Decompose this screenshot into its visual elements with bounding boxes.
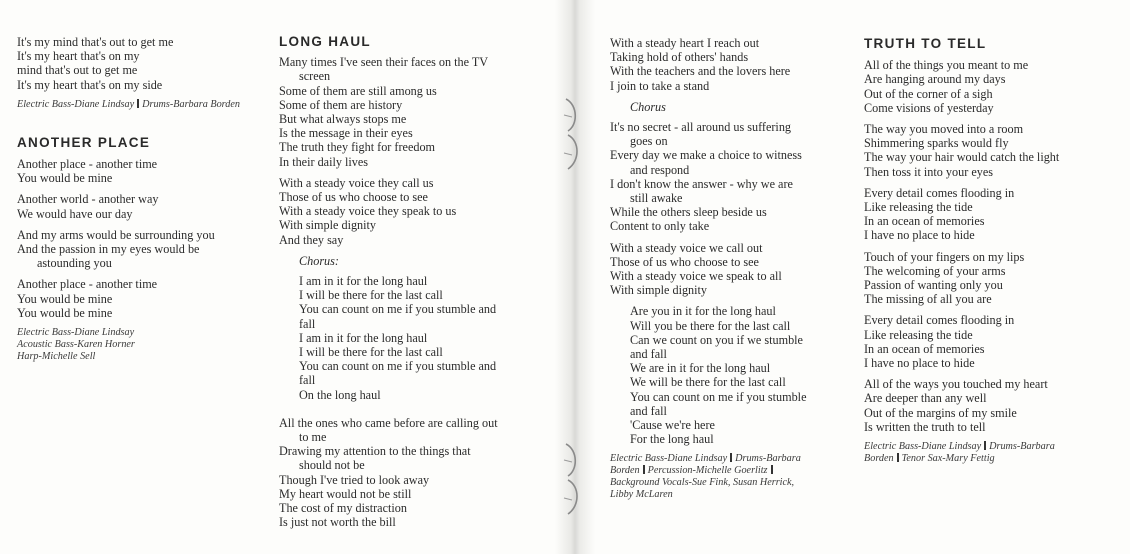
lyric-line: With a steady voice they speak to us	[279, 204, 457, 219]
credit-line	[610, 465, 845, 477]
credit-separator	[643, 465, 645, 474]
song-title: ANOTHER PLACE	[17, 134, 151, 150]
lyric-line: Many times I've seen their faces on the TV	[279, 55, 489, 70]
stanza	[279, 416, 544, 530]
lyric-line: to me	[299, 430, 327, 445]
credit: Borden	[864, 453, 894, 465]
stanza	[864, 377, 1114, 434]
lyric-line: Like releasing the tide	[864, 327, 973, 342]
stanza	[864, 250, 1114, 307]
lyric-line: With a steady voice we speak to all	[610, 269, 782, 284]
lyric-line: With a steady heart I reach out	[610, 36, 760, 50]
lyric-line: With simple dignity	[610, 283, 708, 298]
lyric-line: Some of them are history	[279, 97, 403, 112]
credit-line	[864, 453, 1114, 465]
lyric-line: still awake	[630, 191, 683, 206]
song-title: LONG HAUL	[279, 34, 371, 49]
lyric-line: The truth they fight for freedom	[279, 140, 436, 155]
lyric-line: Another world - another way	[17, 192, 159, 207]
lyric-line: The welcoming of your arms	[864, 263, 1006, 278]
lyric-line: We are in it for the long haul	[630, 361, 771, 376]
lyric-line: Content to only take	[610, 219, 710, 234]
lyric-line: We would have our day	[17, 206, 133, 221]
lyric-line: The way you moved into a room	[864, 122, 1024, 137]
credit: Harp-Michelle Sell	[17, 351, 96, 363]
stanza	[610, 120, 845, 234]
lyric-line: But what always stops me	[279, 112, 407, 127]
lyric-line: You can count on me if you stumble	[630, 389, 807, 404]
credit: Acoustic Bass-Karen Horner	[17, 339, 135, 351]
lyric-line: Touch of your fingers on my lips	[864, 249, 1025, 264]
lyric-line: You would be mine	[17, 291, 113, 306]
stanza	[864, 313, 1114, 370]
intro-stanza	[17, 35, 257, 92]
lyric-line: Those of us who choose to see	[610, 254, 759, 269]
lyric-line: Is just not worth the bill	[279, 515, 396, 530]
lyric-line: All of the ways you touched my heart	[864, 377, 1048, 392]
column-4	[864, 37, 1114, 465]
lyric-line: and fall	[630, 347, 667, 362]
song-credits	[17, 327, 257, 363]
song-credits	[610, 453, 845, 501]
chorus-label: Chorus	[630, 99, 666, 114]
stanza	[17, 277, 257, 320]
credit: Electric Bass-Diane Lindsay	[17, 327, 135, 339]
lyric-line: I am in it for the long haul	[299, 330, 428, 345]
stanza	[17, 157, 257, 185]
lyric-line: Can we count on you if we stumble	[630, 332, 803, 347]
column-3	[610, 36, 845, 501]
lyric-line: In an ocean of memories	[864, 341, 985, 356]
column-2	[279, 35, 544, 537]
lyric-line: With a steady voice they call us	[279, 175, 434, 190]
credit: Tenor Sax-Mary Fettig	[901, 453, 995, 465]
lyric-line: Out of the corner of a sigh	[864, 86, 993, 101]
lyric-line: My heart would not be still	[279, 486, 412, 501]
lyric-line: With a steady voice we call out	[610, 240, 763, 255]
lyric-line: I have no place to hide	[864, 228, 975, 243]
lyric-line: With simple dignity	[279, 218, 377, 233]
lyric-line: Are hanging around my days	[864, 72, 1006, 87]
lyric-line: While the others sleep beside us	[610, 205, 767, 220]
credit-separator	[984, 441, 986, 450]
lyric-line: And they say	[279, 232, 344, 247]
chorus	[279, 274, 544, 402]
lyric-line: The missing of all you are	[864, 292, 992, 307]
lyric-line: All of the things you meant to me	[864, 58, 1029, 73]
stanza	[279, 55, 544, 169]
lyric-line: 'Cause we're here	[630, 418, 715, 433]
lyric-line: Shimmering sparks would fly	[864, 136, 1009, 151]
lyric-line: Every day we make a choice to witness	[610, 148, 802, 163]
lyric-line: Are you in it for the long haul	[630, 304, 776, 319]
lyric-line: I have no place to hide	[864, 356, 975, 371]
stanza	[864, 122, 1114, 179]
credit-separator	[137, 99, 139, 108]
lyric-line: Come visions of yesterday	[864, 100, 994, 115]
credit: Drums-Barbara	[989, 441, 1055, 453]
lyric-line: fall	[299, 316, 316, 331]
stanza	[17, 192, 257, 220]
lyric-line: You would be mine	[17, 305, 113, 320]
lyric-line: should not be	[299, 458, 365, 473]
lyric-line: and respond	[630, 162, 690, 177]
credit-line: Background Vocals-Sue Fink, Susan Herrick,	[610, 477, 795, 489]
credit: Drums-Barbara Borden	[142, 98, 240, 110]
credit-line	[864, 441, 1114, 453]
lyric-line: It's my heart that's on my	[17, 49, 140, 64]
lyric-line: Taking hold of others' hands	[610, 50, 749, 65]
lyric-line: Every detail comes flooding in	[864, 313, 1015, 328]
lyric-line: Another place - another time	[17, 277, 158, 292]
lyric-line: Passion of wanting only you	[864, 278, 1003, 293]
stanza	[610, 241, 845, 298]
lyric-line: screen	[299, 69, 331, 84]
credit: Electric Bass-Diane Lindsay	[17, 98, 135, 110]
credit: Electric Bass-Diane Lindsay	[864, 441, 982, 453]
credit: Electric Bass-Diane Lindsay	[610, 453, 728, 465]
credit-line	[610, 453, 845, 465]
lyric-line: Some of them are still among us	[279, 83, 437, 98]
column-1	[17, 35, 257, 363]
song-title: TRUTH TO TELL	[864, 36, 987, 51]
lyric-line: The cost of my distraction	[279, 501, 407, 516]
credit-separator	[730, 453, 732, 462]
credit-separator	[771, 465, 773, 474]
lyric-line: In an ocean of memories	[864, 214, 985, 229]
lyric-line: You can count on me if you stumble and	[299, 359, 497, 374]
credit-separator	[897, 453, 899, 462]
lyric-line: It's no secret - all around us suffering	[610, 120, 792, 135]
lyric-line: Then toss it into your eyes	[864, 164, 993, 179]
lyric-line: I will be there for the last call	[299, 345, 443, 360]
lyric-line: Another place - another time	[17, 157, 158, 172]
lyric-line: mind that's out to get me	[17, 63, 138, 78]
credit: Borden	[610, 465, 640, 477]
stanza	[610, 36, 845, 93]
stanza	[864, 58, 1114, 115]
lyric-line: I join to take a stand	[610, 78, 710, 93]
lyric-line: We will be there for the last call	[630, 375, 786, 390]
lyric-line: For the long haul	[630, 432, 714, 447]
stanza	[864, 186, 1114, 243]
lyric-line: Those of us who choose to see	[279, 190, 428, 205]
lyric-line: On the long haul	[299, 387, 381, 402]
song-credits	[864, 441, 1114, 465]
staple-top	[560, 95, 582, 175]
lyric-line: Is written the truth to tell	[864, 419, 986, 434]
lyric-line: Though I've tried to look away	[279, 472, 430, 487]
lyric-line: goes on	[630, 134, 668, 149]
lyric-line: Is the message in their eyes	[279, 126, 413, 141]
chorus-label: Chorus:	[299, 253, 339, 268]
lyric-line: With the teachers and the lovers here	[610, 64, 791, 79]
credit-line: Libby McLaren	[610, 489, 673, 501]
chorus	[610, 304, 845, 446]
lyric-line: Out of the margins of my smile	[864, 405, 1017, 420]
lyric-line: Drawing my attention to the things that	[279, 444, 471, 459]
lyric-line: It's my heart that's on my side	[17, 77, 163, 92]
lyric-line: In their daily lives	[279, 154, 369, 169]
lyric-line: The way your hair would catch the light	[864, 150, 1060, 165]
lyric-line: astounding you	[37, 256, 112, 271]
lyric-line: and fall	[630, 403, 667, 418]
lyric-line: I am in it for the long haul	[299, 274, 428, 289]
intro-credits	[17, 99, 257, 111]
staple-bottom	[560, 440, 582, 520]
stanza	[279, 176, 544, 247]
lyric-line: And the passion in my eyes would be	[17, 242, 200, 257]
lyric-line: Like releasing the tide	[864, 200, 973, 215]
lyric-line: I don't know the answer - why we are	[610, 176, 793, 191]
lyric-line: Are deeper than any well	[864, 391, 987, 406]
stanza	[17, 228, 257, 271]
lyric-line: You can count on me if you stumble and	[299, 302, 497, 317]
lyric-line: I will be there for the last call	[299, 288, 443, 303]
credit: Drums-Barbara	[735, 453, 801, 465]
lyric-line: Will you be there for the last call	[630, 318, 791, 333]
lyric-line: And my arms would be surrounding you	[17, 227, 215, 242]
lyric-line: All the ones who came before are calling out	[279, 415, 498, 430]
lyric-line: fall	[299, 373, 316, 388]
lyric-line: Every detail comes flooding in	[864, 185, 1015, 200]
lyric-line: It's my mind that's out to get me	[17, 35, 174, 49]
credit: Percussion-Michelle Goerlitz	[647, 465, 768, 477]
lyric-line: You would be mine	[17, 171, 113, 186]
